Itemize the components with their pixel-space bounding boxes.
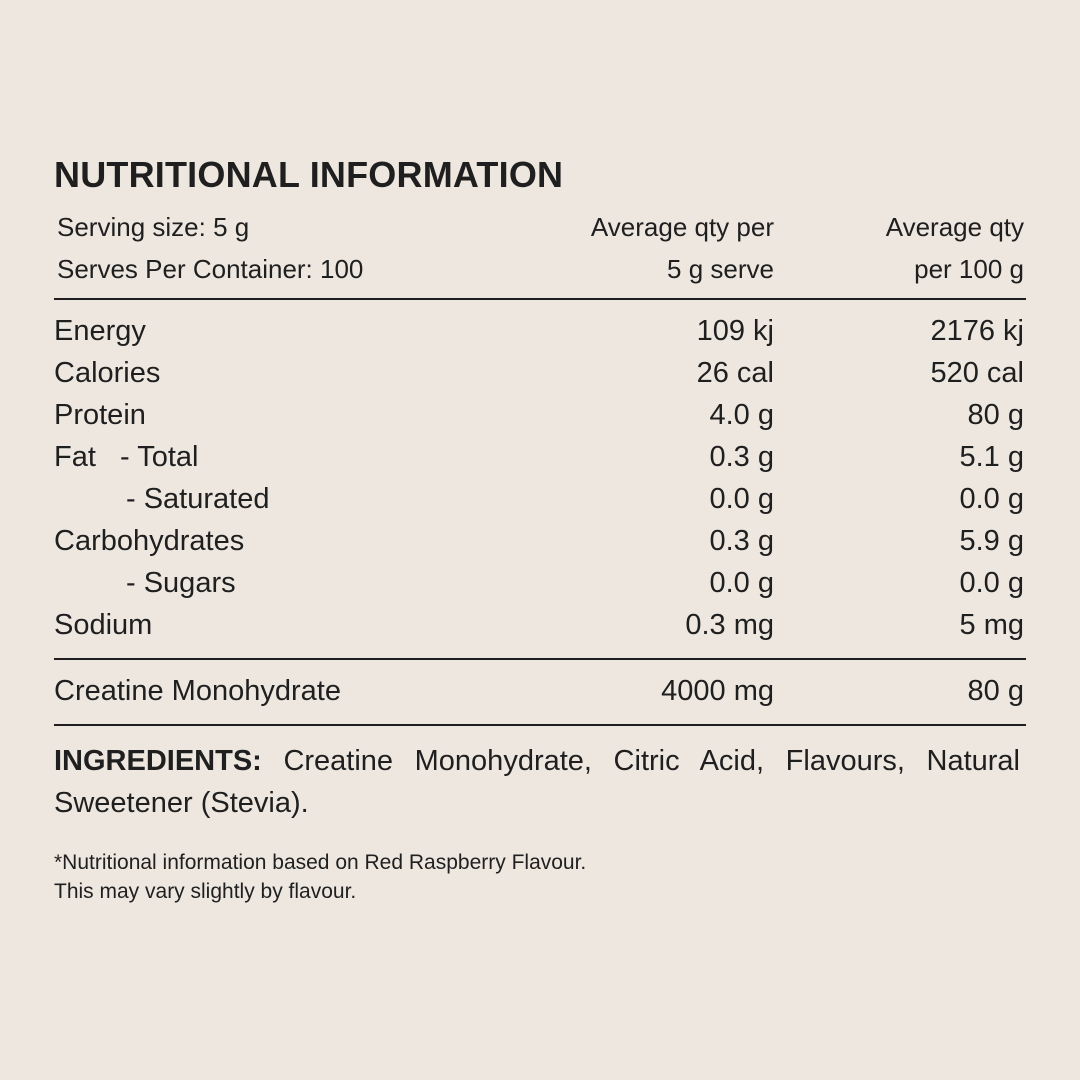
footnote-line-2: This may vary slightly by flavour. [54, 880, 357, 903]
nutrient-sublabel: - Total [120, 441, 199, 473]
per-serve-value: 0.0 g [709, 567, 774, 599]
per-serve-value: 0.3 g [709, 525, 774, 557]
serves-per-container: Serves Per Container: 100 [57, 254, 364, 284]
per-100g-header-line2: per 100 g [914, 254, 1024, 284]
per-100g-value: 5.9 g [959, 525, 1024, 557]
nutrient-row-saturated [54, 478, 1026, 520]
per-serve-value: 4.0 g [709, 399, 774, 431]
per-serve-value: 4000 mg [661, 675, 774, 707]
per-100g-value: 520 cal [930, 357, 1024, 389]
nutrient-label: Fat [54, 441, 96, 473]
header-row-1 [54, 206, 1026, 248]
per-serve-value: 0.3 mg [685, 609, 774, 641]
per-serve-value: 0.3 g [709, 441, 774, 473]
nutrient-label: Energy [54, 315, 146, 347]
nutrient-row-creatine [54, 670, 1026, 712]
nutrient-row-carbohydrates [54, 520, 1026, 562]
per-100g-value: 5.1 g [959, 441, 1024, 473]
ingredients-text: Creatine Monohydrate, Citric Acid, Flavours, Natural Sweetener (Stevia). [54, 745, 1020, 819]
nutrient-label: Carbohydrates [54, 525, 245, 557]
per-serve-header-line1: Average qty per [590, 212, 774, 242]
per-100g-value: 80 g [967, 675, 1024, 707]
nutrient-row-sugars [54, 562, 1026, 604]
serving-size: Serving size: 5 g [57, 212, 250, 242]
nutrient-label: Creatine Monohydrate [54, 675, 341, 707]
per-serve-value: 109 kj [696, 315, 774, 347]
per-serve-value: 0.0 g [709, 483, 774, 515]
per-100g-value: 0.0 g [959, 567, 1024, 599]
footnote [54, 848, 1026, 906]
nutrition-panel [54, 150, 1026, 906]
nutrient-row-energy [54, 310, 1026, 352]
per-100g-value: 80 g [967, 399, 1024, 431]
ingredients-statement [54, 740, 1020, 824]
nutrient-row-protein [54, 394, 1026, 436]
per-serve-value: 26 cal [696, 357, 774, 389]
panel-title: NUTRITIONAL INFORMATION [54, 154, 564, 195]
header-row-2 [54, 248, 1026, 290]
per-100g-value: 0.0 g [959, 483, 1024, 515]
per-100g-value: 5 mg [959, 609, 1024, 641]
footnote-line-1: *Nutritional information based on Red Raspberry Flavour. [54, 851, 587, 874]
nutrient-label: - Sugars [126, 567, 236, 599]
ingredients-label: INGREDIENTS: [54, 745, 262, 777]
nutrient-row-sodium [54, 604, 1026, 646]
per-100g-header-line1: Average qty [885, 212, 1024, 242]
nutrient-label: Sodium [54, 609, 153, 641]
divider-bottom [54, 724, 1026, 726]
nutrient-label: Calories [54, 357, 161, 389]
nutrient-table [54, 300, 1026, 658]
per-100g-value: 2176 kj [930, 315, 1024, 347]
creatine-section [54, 660, 1026, 724]
nutrient-row-calories [54, 352, 1026, 394]
per-serve-header-line2: 5 g serve [667, 254, 774, 284]
nutrient-row-fat-total [54, 436, 1026, 478]
nutrient-label: - Saturated [126, 483, 270, 515]
nutrient-label: Protein [54, 399, 146, 431]
serving-header [54, 200, 1026, 298]
